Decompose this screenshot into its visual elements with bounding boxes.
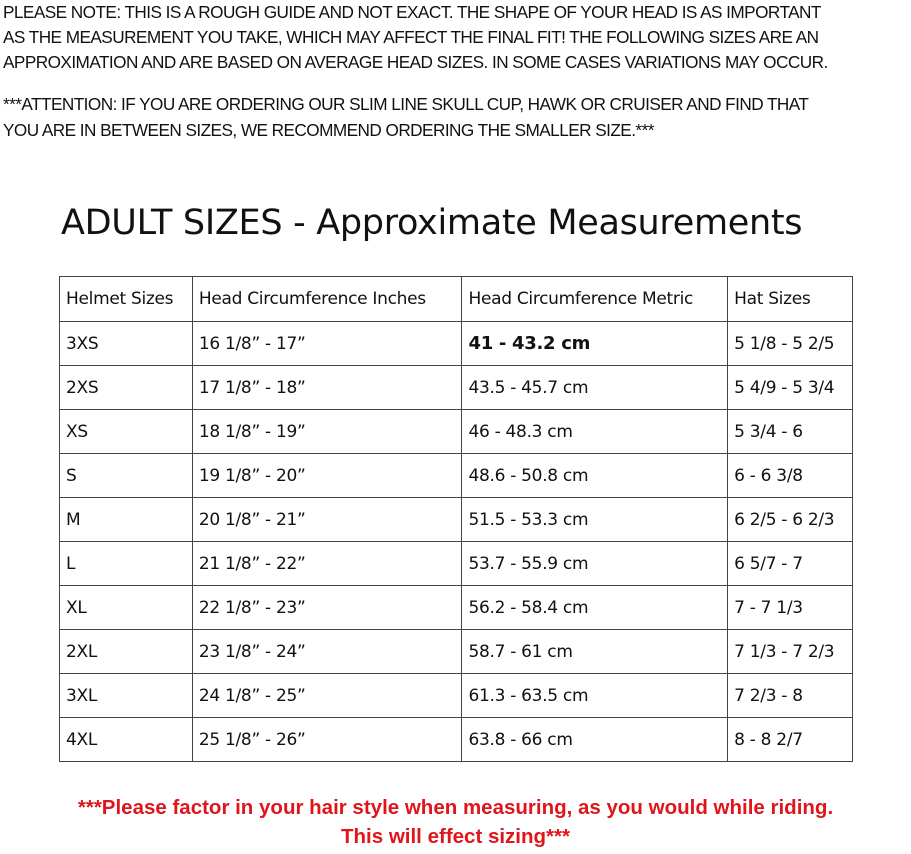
table-row: [60, 718, 853, 762]
attention-line: ***ATTENTION: IF YOU ARE ORDERING OUR SLIM LINE SKULL CUP, HAWK OR CRUISER AND FIND THAT: [3, 94, 809, 114]
cell-inches: 23 1/8” - 24”: [192, 630, 462, 674]
cell-hat-size: 6 2/5 - 6 2/3: [728, 498, 853, 542]
cell-inches: 21 1/8” - 22”: [192, 542, 462, 586]
warning-line-1: ***Please factor in your hair style when measuring, as you would while riding.: [77, 796, 834, 819]
cell-inches: 24 1/8” - 25”: [192, 674, 462, 718]
cell-hat-size: 7 2/3 - 8: [728, 674, 853, 718]
hair-style-warning: [0, 793, 911, 851]
cell-metric: 53.7 - 55.9 cm: [462, 542, 728, 586]
disclaimer-note: [3, 0, 908, 75]
table-row: [60, 366, 853, 410]
cell-hat-size: 5 4/9 - 5 3/4: [728, 366, 853, 410]
cell-metric: 46 - 48.3 cm: [462, 410, 728, 454]
cell-inches: 22 1/8” - 23”: [192, 586, 462, 630]
cell-metric: 41 - 43.2 cm: [462, 322, 728, 366]
cell-inches: 19 1/8” - 20”: [192, 454, 462, 498]
cell-hat-size: 7 - 7 1/3: [728, 586, 853, 630]
column-header-helmet-size: Helmet Sizes: [60, 277, 193, 322]
table-row: [60, 630, 853, 674]
cell-hat-size: 5 3/4 - 6: [728, 410, 853, 454]
cell-helmet-size: 2XL: [60, 630, 193, 674]
warning-emphasis: will: [388, 825, 422, 848]
table-row: [60, 322, 853, 366]
table-header-row: [60, 277, 853, 322]
cell-metric: 61.3 - 63.5 cm: [462, 674, 728, 718]
cell-hat-size: 5 1/8 - 5 2/5: [728, 322, 853, 366]
warning-text: This: [341, 825, 389, 848]
cell-hat-size: 8 - 8 2/7: [728, 718, 853, 762]
table-row: [60, 410, 853, 454]
cell-inches: 18 1/8” - 19”: [192, 410, 462, 454]
disclaimer-line: PLEASE NOTE: THIS IS A ROUGH GUIDE AND NOT EXACT. THE SHAPE OF YOUR HEAD IS AS IMPORTANT: [3, 2, 821, 22]
cell-metric: 48.6 - 50.8 cm: [462, 454, 728, 498]
cell-helmet-size: XS: [60, 410, 193, 454]
column-header-hat-size: Hat Sizes: [728, 277, 853, 322]
cell-helmet-size: XL: [60, 586, 193, 630]
table-row: [60, 454, 853, 498]
table-row: [60, 498, 853, 542]
cell-helmet-size: M: [60, 498, 193, 542]
attention-note: [3, 91, 908, 143]
cell-hat-size: 7 1/3 - 7 2/3: [728, 630, 853, 674]
disclaimer-line: APPROXIMATION AND ARE BASED ON AVERAGE HEAD SIZES. IN SOME CASES VARIATIONS MAY OCCUR.: [3, 52, 828, 72]
cell-metric: 43.5 - 45.7 cm: [462, 366, 728, 410]
warning-text: effect sizing***: [421, 825, 570, 848]
cell-metric: 63.8 - 66 cm: [462, 718, 728, 762]
cell-hat-size: 6 5/7 - 7: [728, 542, 853, 586]
cell-inches: 17 1/8” - 18”: [192, 366, 462, 410]
cell-metric: 58.7 - 61 cm: [462, 630, 728, 674]
page-title: ADULT SIZES - Approximate Measurements: [61, 203, 803, 243]
cell-helmet-size: 3XL: [60, 674, 193, 718]
disclaimer-line: AS THE MEASUREMENT YOU TAKE, WHICH MAY AFFECT THE FINAL FIT! THE FOLLOWING SIZES ARE AN: [3, 27, 819, 47]
cell-inches: 25 1/8” - 26”: [192, 718, 462, 762]
warning-line-2: [0, 822, 911, 851]
cell-metric: 56.2 - 58.4 cm: [462, 586, 728, 630]
column-header-inches: Head Circumference Inches: [192, 277, 462, 322]
cell-helmet-size: 3XS: [60, 322, 193, 366]
cell-helmet-size: 2XS: [60, 366, 193, 410]
table-row: [60, 542, 853, 586]
column-header-metric: Head Circumference Metric: [462, 277, 728, 322]
cell-inches: 16 1/8” - 17”: [192, 322, 462, 366]
attention-line: YOU ARE IN BETWEEN SIZES, WE RECOMMEND ORDERING THE SMALLER SIZE.***: [3, 120, 654, 140]
size-rows: [60, 322, 853, 762]
cell-hat-size: 6 - 6 3/8: [728, 454, 853, 498]
cell-helmet-size: 4XL: [60, 718, 193, 762]
cell-inches: 20 1/8” - 21”: [192, 498, 462, 542]
table-row: [60, 586, 853, 630]
table-row: [60, 674, 853, 718]
size-chart-table: [59, 276, 853, 762]
cell-helmet-size: L: [60, 542, 193, 586]
cell-helmet-size: S: [60, 454, 193, 498]
cell-metric: 51.5 - 53.3 cm: [462, 498, 728, 542]
